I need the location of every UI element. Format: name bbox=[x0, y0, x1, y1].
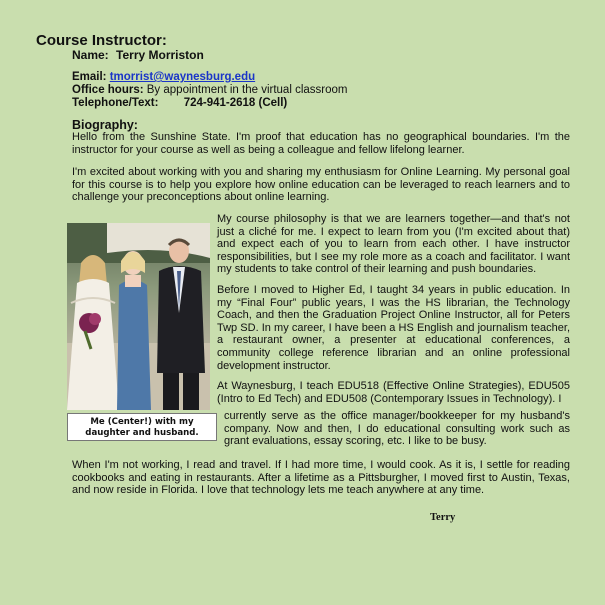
photo-caption: Me (Center!) with my daughter and husband. bbox=[67, 413, 217, 441]
signature: Terry bbox=[430, 512, 456, 523]
office-hours-label: Office hours: bbox=[72, 84, 144, 96]
telephone-value: 724-941-2618 (Cell) bbox=[183, 97, 288, 109]
instructor-name-line bbox=[72, 48, 204, 62]
office-hours-row bbox=[72, 84, 347, 97]
telephone-row bbox=[72, 97, 347, 110]
telephone-label: Telephone/Text: bbox=[72, 97, 159, 109]
bio-paragraph-1: Hello from the Sunshine State. I'm proof that education has no geographical boundaries. I'm the instructor for your course as well as being a colleague and fellow lifelong learner. bbox=[72, 131, 570, 156]
name-label: Name: bbox=[72, 48, 109, 62]
instructor-name: Terry Morriston bbox=[116, 48, 204, 62]
email-link[interactable]: tmorrist@waynesburg.edu bbox=[109, 71, 256, 83]
family-photo-illustration bbox=[67, 223, 210, 410]
bio-paragraph-2: I'm excited about working with you and sharing my enthusiasm for Online Learning. My personal goal for this course is to help you explore how online education can be leveraged to reach learners and to challenge your preconceptions about online learning. bbox=[72, 166, 570, 204]
bio-paragraph-philosophy: My course philosophy is that we are learners together—and that's not just a cliché for me. I expect to learn from you (I'm excited about that) and expect each of you to learn from each other. I have instructor responsibilities, but I see my role more as a coach and facilitator. I want my students to take control of their learning and push boundaries. bbox=[217, 213, 570, 276]
course-instructor-heading: Course Instructor: bbox=[36, 32, 167, 49]
bio-paragraph-hobbies: When I'm not working, I read and travel. If I had more time, I would cook. As it is, I settle for reading cookbooks and eating in restaurants. After a lifetime as a Pittsburgher, I moved first to Austin, Texas, and now reside in Florida. I love that technology lets me teach anywhere at any time. bbox=[72, 459, 570, 497]
bio-paragraph-courses: At Waynesburg, I teach EDU518 (Effective Online Strategies), EDU505 (Intro to Ed Tech) and EDU508 (Contemporary Issues in Technology). I bbox=[217, 380, 570, 405]
biography-heading: Biography: bbox=[72, 118, 138, 132]
email-row bbox=[72, 71, 347, 84]
email-label: Email: bbox=[72, 71, 107, 83]
bio-paragraph-work: currently serve as the office manager/bookkeeper for my husband's company. Now and then, I do educational consulting work such as grant evaluations, essay scoring, etc. I like to be busy. bbox=[224, 410, 570, 448]
contact-block bbox=[72, 71, 347, 110]
bio-paragraph-career: Before I moved to Higher Ed, I taught 34 years in public education. In my “Final Four” public years, I was the HS librarian, the Technology Coach, and then the Graduation Project Online Instructor, all for Peters Twp SD. In my career, I have been a HS English and journalism teacher, a restaurant owner, a presenter at educational conferences, a community college reference librarian and an online professional development instructor. bbox=[217, 284, 570, 372]
office-hours-value: By appointment in the virtual classroom bbox=[146, 84, 348, 96]
family-photo bbox=[67, 223, 210, 410]
